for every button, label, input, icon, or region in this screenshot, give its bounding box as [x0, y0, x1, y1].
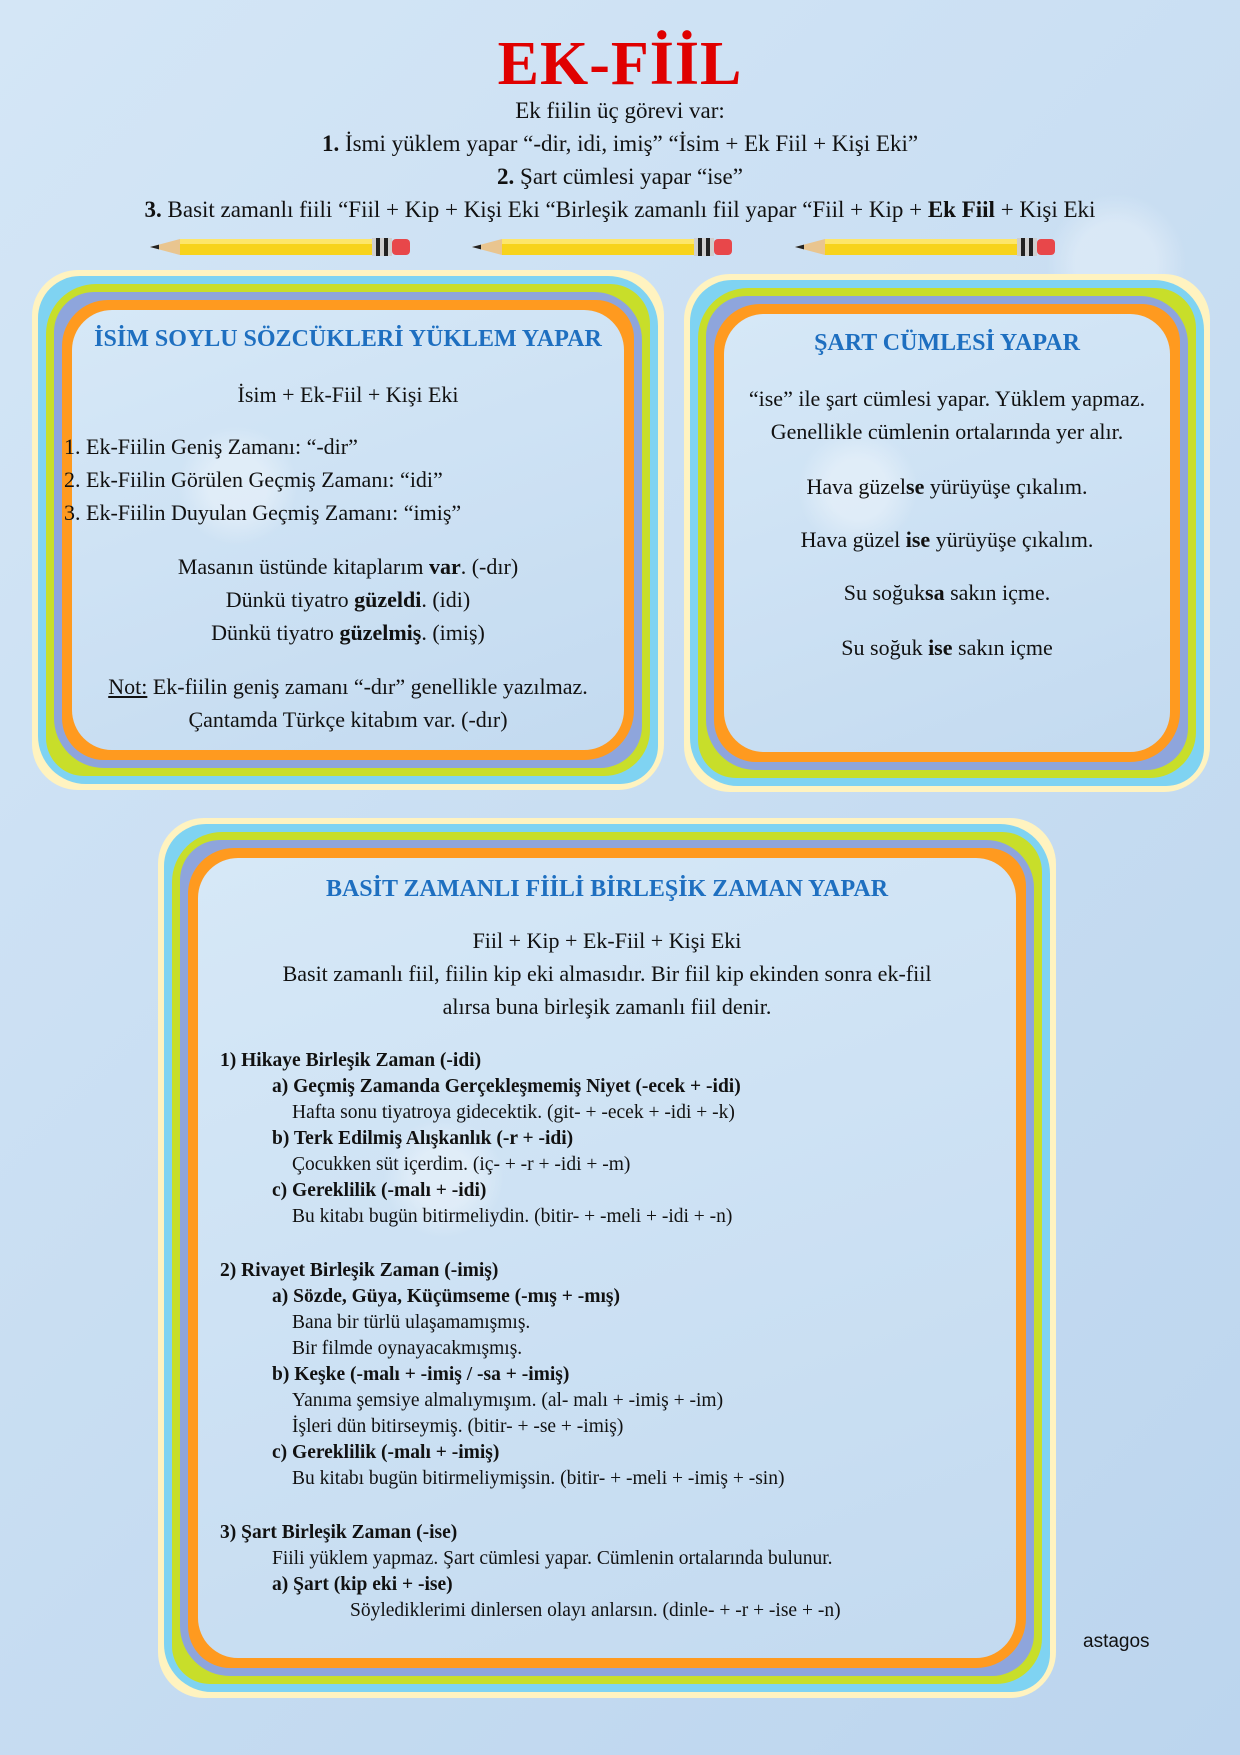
box2-title: ŞART CÜMLESİ YAPAR: [814, 330, 1080, 356]
box2-example-3: Su soğuksa sakın içme.: [843, 580, 1051, 605]
s3-a: a) Şart (kip eki + -ise): [272, 1574, 453, 1595]
page-title: EK-FİİL: [497, 30, 743, 98]
box2-desc-2: Genellikle cümlenin ortalarında yer alır.: [770, 419, 1124, 444]
intro-line-0: Ek fiilin üç görevi var:: [515, 98, 725, 123]
box-birlesik-zaman: [158, 818, 1056, 1698]
s1-a: a) Geçmiş Zamanda Gerçekleşmemiş Niyet (-ecek + -idi): [272, 1076, 741, 1097]
s2-a-example-1: Bana bir türlü ulaşamamışmış.: [292, 1312, 531, 1333]
box3-formula: Fiil + Kip + Ek-Fiil + Kişi Eki: [472, 928, 742, 953]
pencil-icon: [472, 236, 734, 258]
s2-a-example-2: Bir filmde oynayacakmışmış.: [292, 1338, 523, 1359]
s3-a-example: Söylediklerimi dinlersen olayı anlarsın. (dinle- + -r + -ise + -n): [350, 1600, 841, 1621]
s2-c-example: Bu kitabı bugün bitirmeliymişsin. (bitir- + -meli + -imiş + -sin): [292, 1468, 785, 1489]
author-credit: astagos: [1083, 1631, 1150, 1652]
box2-example-4: Su soğuk ise sakın içme: [841, 635, 1053, 660]
s1-b: b) Terk Edilmiş Alışkanlık (-r + -idi): [272, 1128, 574, 1149]
box2-example-2: Hava güzel ise yürüyüşe çıkalım.: [800, 527, 1094, 552]
pencil-icon: [795, 236, 1057, 258]
pencil-icon: [150, 236, 412, 258]
s2-c: c) Gereklilik (-malı + -imiş): [272, 1442, 500, 1463]
box1-formula: İsim + Ek-Fiil + Kişi Eki: [237, 382, 459, 407]
box1-note-example: Çantamda Türkçe kitabım var. (-dır): [188, 707, 508, 732]
intro-line-2: 2. Şart cümlesi yapar “ise”: [497, 164, 743, 189]
s2-b-example-2: İşleri dün bitirseymiş. (bitir- + -se + -imiş): [292, 1416, 624, 1437]
box3-desc-1: Basit zamanlı fiil, fiilin kip eki almasıdır. Bir fiil kip ekinden sonra ek-fiil: [282, 961, 932, 986]
box2-desc-1: “ise” ile şart cümlesi yapar. Yüklem yapmaz.: [748, 386, 1146, 411]
s2-heading: 2) Rivayet Birleşik Zaman (-imiş): [220, 1260, 499, 1281]
intro: [0, 94, 1240, 226]
box-isim-soylu: [32, 270, 664, 790]
s1-c: c) Gereklilik (-malı + -idi): [272, 1180, 487, 1201]
box2-example-1: Hava güzelse yürüyüşe çıkalım.: [806, 474, 1088, 499]
s1-c-example: Bu kitabı bugün bitirmeliydin. (bitir- + -meli + -idi + -n): [292, 1206, 733, 1227]
s1-a-example: Hafta sonu tiyatroya gidecektik. (git- + -ecek + -idi + -k): [292, 1102, 735, 1123]
s2-b-example-1: Yanıma şemsiye almalıymışım. (al- malı + -imiş + -im): [292, 1390, 724, 1411]
box-sart-cumlesi: [684, 274, 1210, 792]
box1-title: İSİM SOYLU SÖZCÜKLERİ YÜKLEM YAPAR: [94, 326, 602, 352]
box1-example-2: Dünkü tiyatro güzeldi. (idi): [225, 587, 471, 612]
box1-item-1: 1. Ek-Fiilin Geniş Zamanı: “-dir”: [64, 434, 358, 459]
box1-item-2: 2. Ek-Fiilin Görülen Geçmiş Zamanı: “idi”: [64, 467, 443, 492]
intro-line-1: 1. İsmi yüklem yapar “-dir, idi, imiş” “İsim + Ek Fiil + Kişi Eki”: [321, 131, 919, 156]
box1-note: Not: Ek-fiilin geniş zamanı “-dır” genellikle yazılmaz.: [108, 674, 588, 699]
box3-title: BASİT ZAMANLI FİİLİ BİRLEŞİK ZAMAN YAPAR: [325, 876, 889, 902]
intro-line-3: 3. Basit zamanlı fiili “Fiil + Kip + Kişi Eki “Birleşik zamanlı fiil yapar “Fiil + Kip + Ek Fiil + Kişi Eki: [144, 197, 1096, 222]
s3-heading: 3) Şart Birleşik Zaman (-ise): [220, 1522, 458, 1543]
s2-b: b) Keşke (-malı + -imiş / -sa + -imiş): [272, 1364, 570, 1385]
s2-a: a) Sözde, Güya, Küçümseme (-mış + -mış): [272, 1286, 620, 1307]
s3-desc: Fiili yüklem yapmaz. Şart cümlesi yapar. Cümlenin ortalarında bulunur.: [272, 1548, 833, 1569]
box3-desc-2: alırsa buna birleşik zamanlı fiil denir.: [442, 994, 772, 1019]
box1-example-3: Dünkü tiyatro güzelmiş. (imiş): [211, 620, 485, 645]
box1-example-1: Masanın üstünde kitaplarım var. (-dır): [177, 554, 519, 579]
s1-heading: 1) Hikaye Birleşik Zaman (-idi): [220, 1050, 482, 1071]
s1-b-example: Çocukken süt içerdim. (iç- + -r + -idi + -m): [292, 1154, 631, 1175]
box1-item-3: 3. Ek-Fiilin Duyulan Geçmiş Zamanı: “imiş”: [64, 500, 462, 525]
